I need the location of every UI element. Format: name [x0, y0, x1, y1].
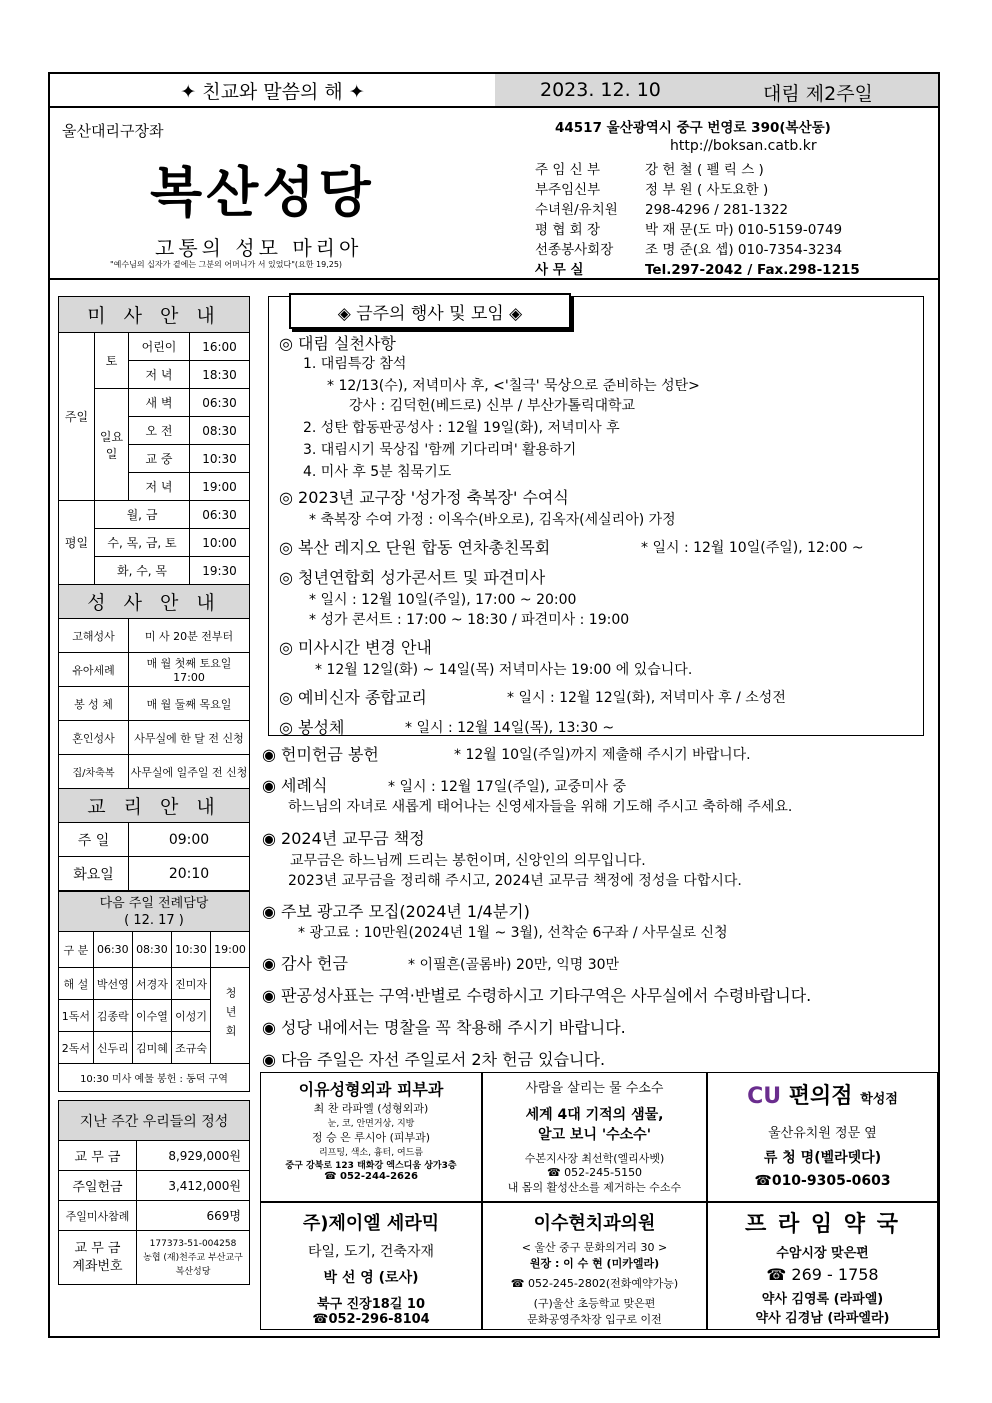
event-detail: * 12/13(수), 저녁미사 후, <'칠극' 묵상으로 준비하는 성탄> [327, 378, 700, 394]
church-subtitle: 고통의 성모 마리아 [155, 236, 363, 260]
notice-detail: 2023년 교무금을 정리해 주시고, 2024년 교무금 책정에 정성을 다합시다. [288, 873, 742, 889]
mass-name: 교 중 [129, 445, 190, 473]
mass-time: 18:30 [190, 361, 250, 389]
event-heading: ◎ 복산 레지오 단원 합동 연차총친목회 [279, 538, 551, 557]
staff-label: 주 임 신 부 [535, 162, 601, 178]
mass-title: 미 사 안 내 [59, 297, 250, 333]
mass-schedule-table [58, 296, 250, 891]
ad-title: 이수현치과의원 [533, 1213, 656, 1234]
mass-name: 오 전 [129, 417, 190, 445]
offering-name: 교 무 금 [59, 1141, 137, 1171]
notice-detail: * 이필흔(골롬바) 20만, 익명 30만 [408, 957, 620, 973]
notice-heading: ◉ 세례식 [262, 776, 328, 795]
notice-detail: * 일시 : 12월 17일(주일), 교중미사 중 [388, 779, 627, 795]
ad-phone: ☎010-9305-0603 [754, 1173, 891, 1189]
staff-value: 정 부 원 ( 사도요한 ) [645, 182, 769, 198]
duty-row-name: 해 설 [59, 968, 94, 1000]
sacrament-value: 매 월 첫째 토요일 17:00 [129, 653, 250, 687]
sunday-label: 주일 [59, 333, 95, 501]
ad-line: 류 청 명(벨라뎃다) [763, 1150, 882, 1166]
ad-line: 울산유치원 정문 옆 [768, 1126, 877, 1141]
sidebar [58, 296, 250, 1285]
ad-title: 프 라 임 약 국 [745, 1212, 900, 1237]
event-heading: ◎ 미사시간 변경 안내 [279, 638, 432, 657]
notice-heading: ◉ 헌미헌금 봉헌 [262, 745, 379, 764]
event-item: 1. 대림특강 참석 [303, 356, 407, 372]
offering-value: 669명 [137, 1201, 250, 1231]
ad-line: 내 몸의 활성산소를 제거하는 수소수 [507, 1181, 682, 1194]
doctrine-title: 교 리 안 내 [59, 789, 250, 823]
mass-name: 수, 목, 금, 토 [95, 529, 190, 557]
doctrine-value: 20:10 [129, 857, 250, 891]
duty-row-name: 1독서 [59, 1000, 94, 1032]
duty-person: 박선영 [93, 968, 132, 1000]
notice-heading: ◉ 주보 광고주 모집(2024년 1/4분기) [262, 902, 530, 921]
year-motto: ✦ 친교와 말씀의 해 ✦ [180, 80, 365, 103]
staff-value: 조 명 준(요 셉) 010-7354-3234 [645, 242, 843, 258]
ad-line: 박 선 영 (로사) [323, 1270, 419, 1286]
saturday-label: 토 [95, 333, 129, 389]
doctrine-name: 주 일 [59, 823, 129, 857]
duty-row-name: 2독서 [59, 1032, 94, 1064]
bank-name: 농협 (재)천주교 부산교구 [143, 1252, 243, 1263]
ad-line: 약사 김영록 (라파엘) [761, 1292, 884, 1307]
mass-name: 월, 금 [95, 501, 190, 529]
duty-person: 서경자 [132, 968, 171, 1000]
duty-person: 이성기 [171, 1000, 210, 1032]
duty-person: 조규숙 [171, 1032, 210, 1064]
staff-value: 강 헌 철 ( 펠 릭 스 ) [645, 162, 764, 178]
duty-col: 08:30 [132, 932, 171, 968]
events-title: ◈ 금주의 행사 및 모임 ◈ [289, 293, 571, 329]
sacrament-value: 매 월 둘째 목요일 [129, 687, 250, 721]
event-item: 3. 대림시기 묵상집 '함께 기다리며' 활용하기 [303, 442, 577, 458]
staff-value: 298-4296 / 281-1322 [645, 202, 789, 218]
youth-label: 청년회 [211, 968, 250, 1064]
mass-time: 08:30 [190, 417, 250, 445]
ad-title: 이유성형외과 피부과 [298, 1080, 444, 1099]
ad-line: 정 승 은 루시아 (피부과) [311, 1131, 431, 1144]
ad-pharmacy [707, 1202, 938, 1330]
ad-line: 약사 김경남 (라파엘라) [755, 1311, 890, 1326]
ad-title: 편의점 [788, 1084, 853, 1109]
staff-label: 사 무 실 [535, 262, 584, 278]
church-name: 복산성당 [150, 161, 375, 224]
website-link[interactable]: http://boksan.catb.kr [670, 138, 817, 154]
ad-store [707, 1072, 938, 1202]
staff-label: 평 협 회 장 [535, 222, 601, 238]
duty-col: 19:00 [211, 932, 250, 968]
staff-value: Tel.297-2042 / Fax.298-1215 [645, 262, 860, 278]
event-detail: * 축복장 수여 가정 : 이옥수(바오로), 김옥자(세실리아) 가정 [309, 512, 676, 528]
ad-line: 세계 4대 기적의 샘물, [525, 1107, 664, 1123]
sunday-day-label: 일요일 [95, 389, 129, 501]
sacrament-name: 집/차축복 [59, 755, 129, 789]
top-bar [50, 74, 938, 108]
mass-time: 10:30 [190, 445, 250, 473]
address: 44517 울산광역시 중구 번영로 390(복산동) [555, 120, 831, 136]
doctrine-name: 화요일 [59, 857, 129, 891]
ad-phone: ☎ 052-245-2802(전화예약가능) [510, 1277, 679, 1290]
event-detail: * 일시 : 12월 12일(화), 저녁미사 후 / 소성전 [507, 690, 786, 706]
staff-label: 부주임신부 [535, 182, 601, 198]
duty-person: 신두리 [93, 1032, 132, 1064]
event-heading: ◎ 예비신자 종합교리 [279, 688, 427, 707]
liturgy-duty-table [58, 891, 250, 1092]
ad-phone: ☎ 052-244-2626 [324, 1171, 418, 1182]
ad-line: 눈, 코, 안면거상, 지방 [327, 1119, 415, 1129]
mass-name: 저 녁 [129, 361, 190, 389]
notice-heading: ◉ 다음 주일은 자선 주일로서 2차 헌금 있습니다. [262, 1050, 606, 1069]
ad-clinic [260, 1072, 482, 1202]
ad-line: 최 찬 라파엘 (성형외과) [313, 1102, 429, 1115]
mass-name: 어린이 [129, 333, 190, 361]
patron-label: 울산대리구장좌 [62, 122, 164, 140]
event-heading: ◎ 봉성체 [279, 718, 345, 737]
event-detail: * 성가 콘서트 : 17:00 ~ 18:30 / 파견미사 : 19:00 [309, 612, 630, 628]
offering-name: 주일헌금 [59, 1171, 137, 1201]
duty-title-text: 다음 주일 전례담당 [99, 895, 209, 911]
notice-detail: 교무금은 하느님께 드리는 봉헌이며, 신앙인의 의무입니다. [290, 853, 646, 869]
mass-name: 새 벽 [129, 389, 190, 417]
ad-line: 문화공영주차장 입구로 이전 [527, 1313, 662, 1326]
ad-branch: 학성점 [860, 1092, 898, 1107]
mass-time: 19:30 [190, 557, 250, 585]
ad-ceramic [260, 1202, 482, 1330]
duty-person: 김종락 [93, 1000, 132, 1032]
mass-time: 19:00 [190, 473, 250, 501]
mass-name: 화, 수, 목 [95, 557, 190, 585]
mass-time: 06:30 [190, 389, 250, 417]
offering-value: 3,412,000원 [137, 1171, 250, 1201]
account-holder: 복산성당 [175, 1266, 211, 1277]
account-number: 177373-51-004258 [149, 1238, 237, 1249]
sacrament-value: 사무실에 한 달 전 신청 [129, 721, 250, 755]
duty-col: 10:30 [171, 932, 210, 968]
ad-phone: ☎052-296-8104 [312, 1312, 430, 1327]
event-detail: * 일시 : 12월 14일(목), 13:30 ~ [405, 720, 615, 736]
ad-dental [482, 1202, 707, 1330]
staff-label: 수녀원/유치원 [535, 202, 618, 218]
notice-heading: ◉ 판공성사표는 구역·반별로 수령하시고 기타구역은 사무실에서 수령바랍니다. [262, 986, 812, 1005]
event-item: 2. 성탄 합동판공성사 : 12월 19일(화), 저녁미사 후 [303, 420, 620, 436]
notice-heading: ◉ 성당 내에서는 명찰을 꼭 착용해 주시기 바랍니다. [262, 1018, 626, 1037]
ad-line: 북구 진장18길 10 [316, 1297, 426, 1312]
duty-title [59, 892, 250, 932]
mass-time: 06:30 [190, 501, 250, 529]
notice-detail: * 12월 10일(주일)까지 제출해 주시기 바랍니다. [454, 747, 751, 763]
event-heading: ◎ 대림 실천사항 [279, 334, 396, 353]
offering-table [58, 1100, 250, 1285]
weekday-label: 평일 [59, 501, 95, 585]
offering-name: 주일미사참례 [59, 1201, 137, 1231]
sacrament-name: 봉 성 체 [59, 687, 129, 721]
notice-detail: 하느님의 자녀로 새롭게 태어나는 신영세자들을 위해 기도해 주시고 축하해 주세요. [288, 799, 793, 815]
ad-line: (구)울산 초등학교 맞은편 [533, 1297, 656, 1310]
offering-title: 지난 주간 우리들의 정성 [59, 1101, 250, 1141]
ad-line: 알고 보니 '수소수' [538, 1127, 651, 1143]
staff-value: 박 재 문(도 마) 010-5159-0749 [645, 222, 843, 238]
notice-detail: * 광고료 : 10만원(2024년 1월 ~ 3월), 선착순 6구좌 / 사무실로 신청 [298, 925, 728, 941]
ad-line: 수본지사장 최선학(엘리사벳) [524, 1152, 665, 1165]
mass-time: 10:00 [190, 529, 250, 557]
mass-name: 저 녁 [129, 473, 190, 501]
bulletin-frame [48, 72, 940, 1338]
event-item: 4. 미사 후 5분 침묵기도 [303, 464, 452, 480]
event-heading: ◎ 청년연합회 성가콘서트 및 파견미사 [279, 568, 546, 587]
event-detail: 강사 : 김덕헌(베드로) 신부 / 부산가톨릭대학교 [349, 398, 636, 414]
event-heading: ◎ 2023년 교구장 '성가정 축복장' 수여식 [279, 488, 569, 507]
ad-line: < 울산 중구 문화의거리 30 > [521, 1241, 668, 1254]
duty-col: 구 분 [59, 932, 94, 968]
ad-title: 주)제이엘 세라믹 [302, 1213, 440, 1234]
date-box [495, 74, 938, 106]
ad-phone: ☎ 052-245-5150 [546, 1166, 643, 1179]
account-label: 교 무 금 계좌번호 [59, 1231, 137, 1285]
church-header [50, 108, 938, 280]
ad-line: 중구 강북로 123 태화강 엑스디움 상가3층 [285, 1161, 457, 1171]
staff-label: 선종봉사회장 [535, 242, 614, 258]
duty-col: 06:30 [93, 932, 132, 968]
sacrament-name: 유아세례 [59, 653, 129, 687]
ad-phone: ☎ 269 - 1758 [766, 1265, 879, 1284]
event-detail: * 일시 : 12월 10일(주일), 17:00 ~ 20:00 [309, 592, 577, 608]
sacrament-name: 고해성사 [59, 619, 129, 653]
liturgical-week: 대림 제2주일 [763, 83, 873, 105]
duty-date: ( 12. 17 ) [124, 912, 184, 928]
ad-title: 사람을 살리는 물 수소수 [525, 1081, 664, 1096]
duty-note: 10:30 미사 예물 봉헌 : 동덕 구역 [59, 1064, 250, 1092]
doctrine-value: 09:00 [129, 823, 250, 857]
notice-heading: ◉ 감사 헌금 [262, 954, 348, 973]
scripture-quote: "예수님의 십자가 곁에는 그분의 어머니가 서 있었다"(요한 19,25) [110, 260, 343, 269]
notice-heading: ◉ 2024년 교무금 책정 [262, 829, 425, 848]
ad-line: 타일, 도기, 건축자재 [308, 1244, 434, 1260]
ad-water [482, 1072, 707, 1202]
sacrament-value: 미 사 20분 전부터 [129, 619, 250, 653]
ad-line: 원장 : 이 수 현 (미카엘라) [529, 1257, 660, 1270]
sacrament-name: 혼인성사 [59, 721, 129, 755]
ad-line: 수암시장 맞은편 [776, 1246, 869, 1261]
event-detail: * 12월 12일(화) ~ 14일(목) 저녁미사는 19:00 에 있습니다. [315, 662, 693, 678]
cu-logo: CU [747, 1084, 782, 1109]
duty-person: 진미자 [171, 968, 210, 1000]
duty-person: 김미혜 [132, 1032, 171, 1064]
bulletin-date: 2023. 12. 10 [540, 79, 661, 101]
duty-person: 이수열 [132, 1000, 171, 1032]
sacrament-value: 사무실에 일주일 전 신청 [129, 755, 250, 789]
event-detail: * 일시 : 12월 10일(주일), 12:00 ~ [641, 540, 864, 556]
events-box [268, 296, 924, 736]
offering-value: 8,929,000원 [137, 1141, 250, 1171]
ad-line: 리프팅, 색소, 흉터, 여드름 [318, 1148, 424, 1158]
sacrament-title: 성 사 안 내 [59, 585, 250, 619]
mass-time: 16:00 [190, 333, 250, 361]
